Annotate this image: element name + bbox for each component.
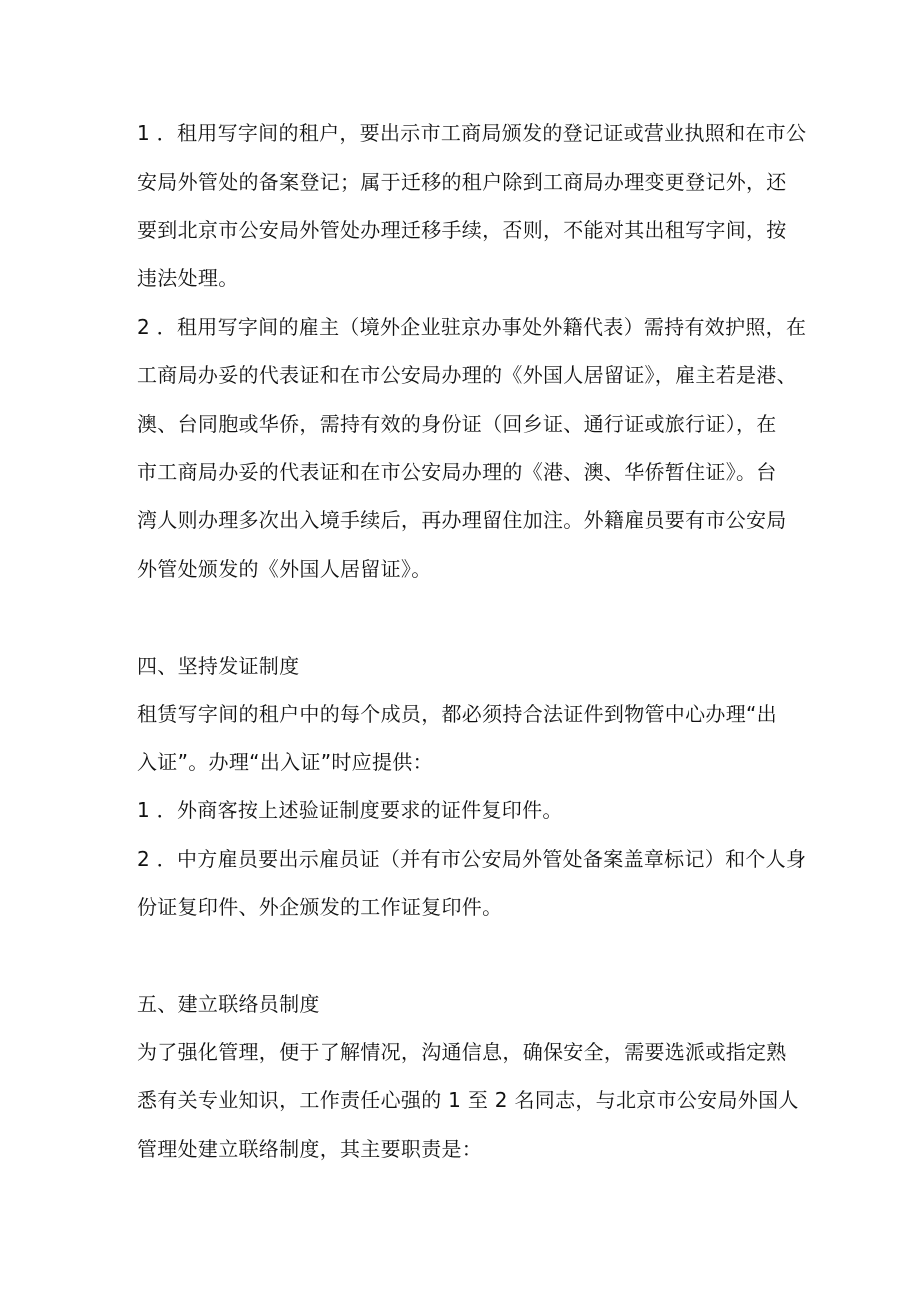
item-4-2-line-1: 2 ．中方雇员要出示雇员证（并有市公安局外管处备案盖章标记）和个人身 <box>137 847 807 871</box>
item-4-1-line-1: 1 ．外商客按上述验证制度要求的证件复印件。 <box>137 798 563 822</box>
item-2-line-4: 市工商局办妥的代表证和在市公安局办理的《港、澳、华侨暂住证》。台 <box>137 460 777 484</box>
item-2-line-1: 2 ．租用写字间的雇主（境外企业驻京办事处外籍代表）需持有效护照，在 <box>137 315 807 339</box>
item-1-line-2: 安局外管处的备案登记；属于迁移的租户除到工商局办理变更登记外，还 <box>137 170 787 194</box>
para-4-line-1: 租赁写字间的租户中的每个成员，都必须持合法证件到物管中心办理“出 <box>137 702 777 726</box>
para-4-line-2: 入证”。办理“出入证”时应提供： <box>137 750 433 774</box>
item-2-line-2: 工商局办妥的代表证和在市公安局办理的《外国人居留证》，雇主若是港、 <box>137 363 797 387</box>
para-5-line-1: 为了强化管理，便于了解情况，沟通信息，确保安全，需要选派或指定熟 <box>137 1040 787 1064</box>
item-2-line-5: 湾人则办理多次出入境手续后，再办理留住加注。外籍雇员要有市公安局 <box>137 508 787 532</box>
item-1-line-3: 要到北京市公安局外管处办理迁移手续，否则，不能对其出租写字间，按 <box>137 218 787 242</box>
section-heading-4: 四、坚持发证制度 <box>137 654 300 678</box>
item-1-line-1: 1 ．租用写字间的租户，要出示市工商局颁发的登记证或营业执照和在市公 <box>137 121 807 145</box>
item-2-line-3: 澳、台同胞或华侨，需持有效的身份证（回乡证、通行证或旅行证），在 <box>137 412 777 436</box>
item-4-2-line-2: 份证复印件、外企颁发的工作证复印件。 <box>137 895 503 919</box>
para-5-line-2: 悉有关专业知识，工作责任心强的 1 至 2 名同志，与北京市公安局外国人 <box>137 1088 799 1112</box>
para-5-line-3: 管理处建立联络制度，其主要职责是： <box>137 1137 483 1161</box>
section-heading-5: 五、建立联络员制度 <box>137 992 320 1016</box>
item-1-line-4: 违法处理。 <box>137 266 239 290</box>
item-2-line-6: 外管处颁发的《外国人居留证》。 <box>137 557 432 581</box>
